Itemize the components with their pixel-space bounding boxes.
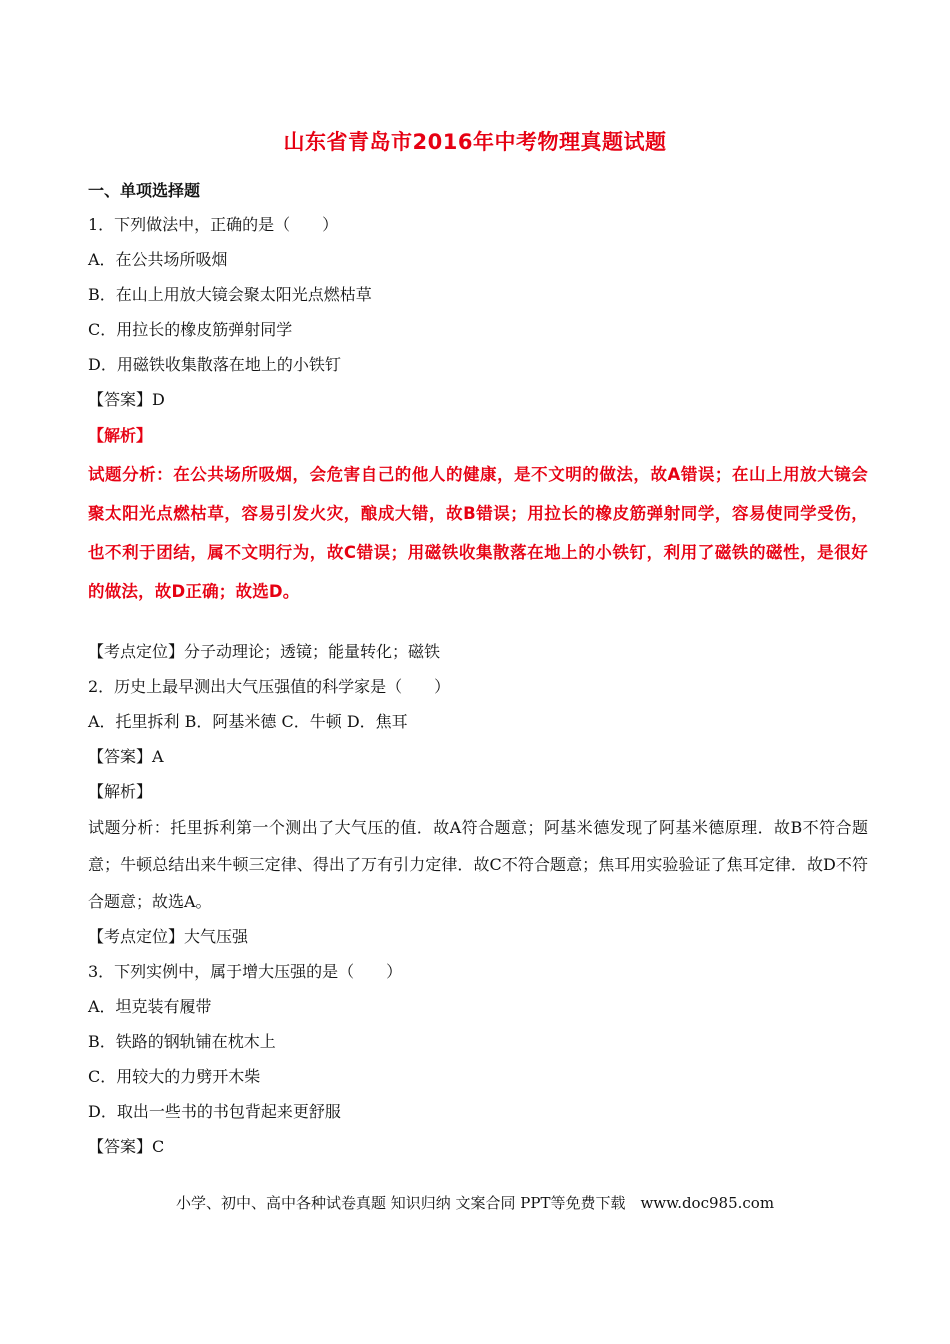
question-2-topic: 【考点定位】大气压强 <box>88 927 249 946</box>
question-3-option-c: C．用较大的力劈开木柴 <box>88 1067 261 1086</box>
question-1-analysis-heading: 【解析】 <box>88 426 153 445</box>
question-3-option-b: B．铁路的钢轨铺在枕木上 <box>88 1032 276 1051</box>
question-3-answer: 【答案】C <box>88 1137 165 1156</box>
question-3-stem: 3．下列实例中，属于增大压强的是（ ） <box>88 962 403 981</box>
question-1-analysis: 试题分析：在公共场所吸烟，会危害自己的他人的健康，是不文明的做法，故A错误；在山上用放大镜会聚太阳光点燃枯草，容易引发火灾，酿成大错，故B错误；用拉长的橡皮筋弹射同学，容易使同学受伤，也不利于团结，属不文明行为，故C错误；用磁铁收集散落在地上的小铁钉，利用了磁铁的磁性，是很好的做法，故D正确；故选D。 <box>88 465 868 601</box>
page-title: 山东省青岛市2016年中考物理真题试题 <box>283 130 667 154</box>
question-1-option-c: C．用拉长的橡皮筋弹射同学 <box>88 320 293 339</box>
question-3-option-d: D．取出一些书的书包背起来更舒服 <box>88 1102 341 1121</box>
question-1-topic: 【考点定位】分子动理论；透镜；能量转化；磁铁 <box>88 642 441 661</box>
question-1-option-d: D．用磁铁收集散落在地上的小铁钉 <box>88 355 341 374</box>
question-2-options: A．托里拆利 B．阿基米德 C．牛顿 D．焦耳 <box>88 712 408 731</box>
question-1-option-a: A．在公共场所吸烟 <box>88 250 228 269</box>
question-1-option-b: B．在山上用放大镜会聚太阳光点燃枯草 <box>88 285 372 304</box>
question-2-answer: 【答案】A <box>88 747 164 766</box>
page-footer: 小学、初中、高中各种试卷真题 知识归纳 文案合同 PPT等免费下载 www.doc985.com <box>175 1194 775 1212</box>
question-2-analysis-heading: 【解析】 <box>88 782 153 801</box>
section-heading: 一、单项选择题 <box>88 181 201 200</box>
question-3-option-a: A．坦克装有履带 <box>88 997 212 1016</box>
question-1-answer: 【答案】D <box>88 390 165 409</box>
question-1-stem: 1．下列做法中，正确的是（ ） <box>88 215 339 234</box>
question-2-analysis: 试题分析：托里拆利第一个测出了大气压的值．故A符合题意；阿基米德发现了阿基米德原理．故B不符合题意；牛顿总结出来牛顿三定律、得出了万有引力定律．故C不符合题意；焦耳用实验验证了焦耳定律．故D不符合题意；故选A。 <box>88 818 868 911</box>
question-2-stem: 2．历史上最早测出大气压强值的科学家是（ ） <box>88 677 451 696</box>
